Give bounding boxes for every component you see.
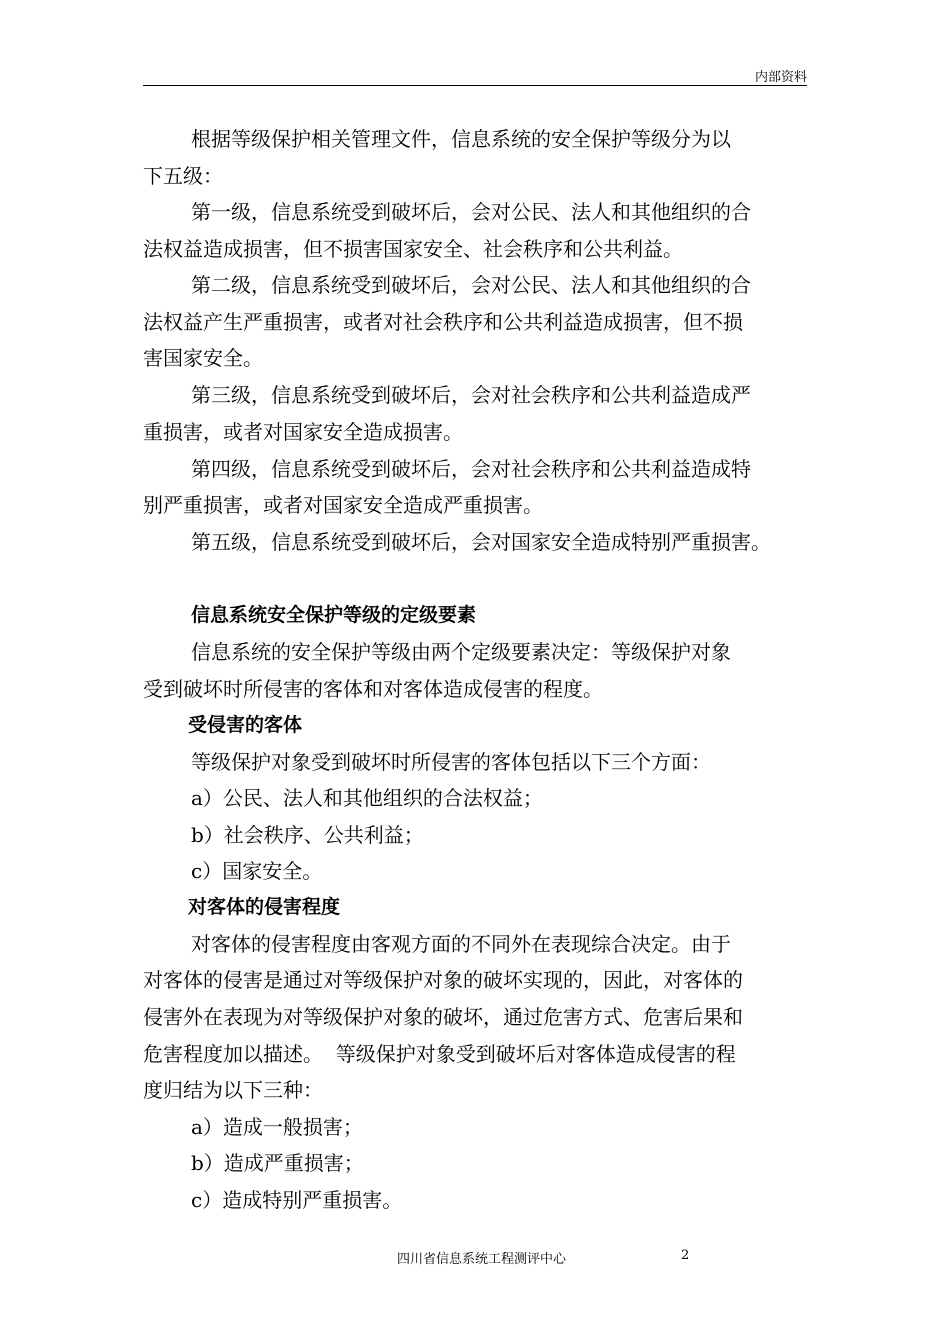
page-header-label: 内部资料 [754,70,807,85]
level5-line-1: 第五级，信息系统受到破坏后，会对国家安全造成特别严重损害。 [191,530,771,554]
level4-line-1: 第四级，信息系统受到破坏后，会对社会秩序和公共利益造成特 [191,457,751,481]
degree-para-line-2: 对客体的侵害是通过对等级保护对象的破坏实现的，因此，对客体的 [143,968,743,992]
page-number: 2 [681,1248,690,1263]
degree-item-c: c）造成特别严重损害。 [191,1188,403,1212]
degree-para-line-1: 对客体的侵害程度由客观方面的不同外在表现综合决定。由于 [191,932,731,956]
object-intro: 等级保护对象受到破坏时所侵害的客体包括以下三个方面： [191,750,711,774]
degree-para-line-4: 危害程度加以描述。 等级保护对象受到破坏后对客体造成侵害的程 [143,1042,736,1066]
level4-line-2: 别严重损害，或者对国家安全造成严重损害。 [143,493,543,517]
level3-line-1: 第三级，信息系统受到破坏后，会对社会秩序和公共利益造成严 [191,383,751,407]
object-item-a: a）公民、法人和其他组织的合法权益； [191,786,543,810]
section-para-line-1: 信息系统的安全保护等级由两个定级要素决定：等级保护对象 [191,640,731,664]
degree-item-a: a）造成一般损害； [191,1115,363,1139]
level3-line-2: 重损害，或者对国家安全造成损害。 [143,420,463,444]
footer-organization: 四川省信息系统工程测评中心 [397,1252,567,1267]
level1-line-2: 法权益造成损害，但不损害国家安全、社会秩序和公共利益。 [143,237,683,261]
object-item-c: c）国家安全。 [191,859,323,883]
intro-line-2: 下五级： [143,164,223,188]
degree-item-b: b）造成严重损害； [191,1151,364,1175]
object-item-b: b）社会秩序、公共利益； [191,823,424,847]
level2-line-3: 害国家安全。 [143,346,263,370]
degree-para-line-3: 侵害外在表现为对等级保护对象的破坏，通过危害方式、危害后果和 [143,1005,743,1029]
section-para-line-2: 受到破坏时所侵害的客体和对客体造成侵害的程度。 [143,677,603,701]
subsection-heading-object: 受侵害的客体 [188,714,303,736]
subsection-heading-degree: 对客体的侵害程度 [188,896,341,918]
header-rule [143,85,807,86]
section-heading: 信息系统安全保护等级的定级要素 [191,604,477,626]
intro-line-1: 根据等级保护相关管理文件，信息系统的安全保护等级分为以 [191,127,731,151]
degree-para-line-5: 度归结为以下三种： [143,1078,323,1102]
level1-line-1: 第一级，信息系统受到破坏后，会对公民、法人和其他组织的合 [191,200,751,224]
level2-line-1: 第二级，信息系统受到破坏后，会对公民、法人和其他组织的合 [191,273,751,297]
level2-line-2: 法权益产生严重损害，或者对社会秩序和公共利益造成损害，但不损 [143,310,743,334]
